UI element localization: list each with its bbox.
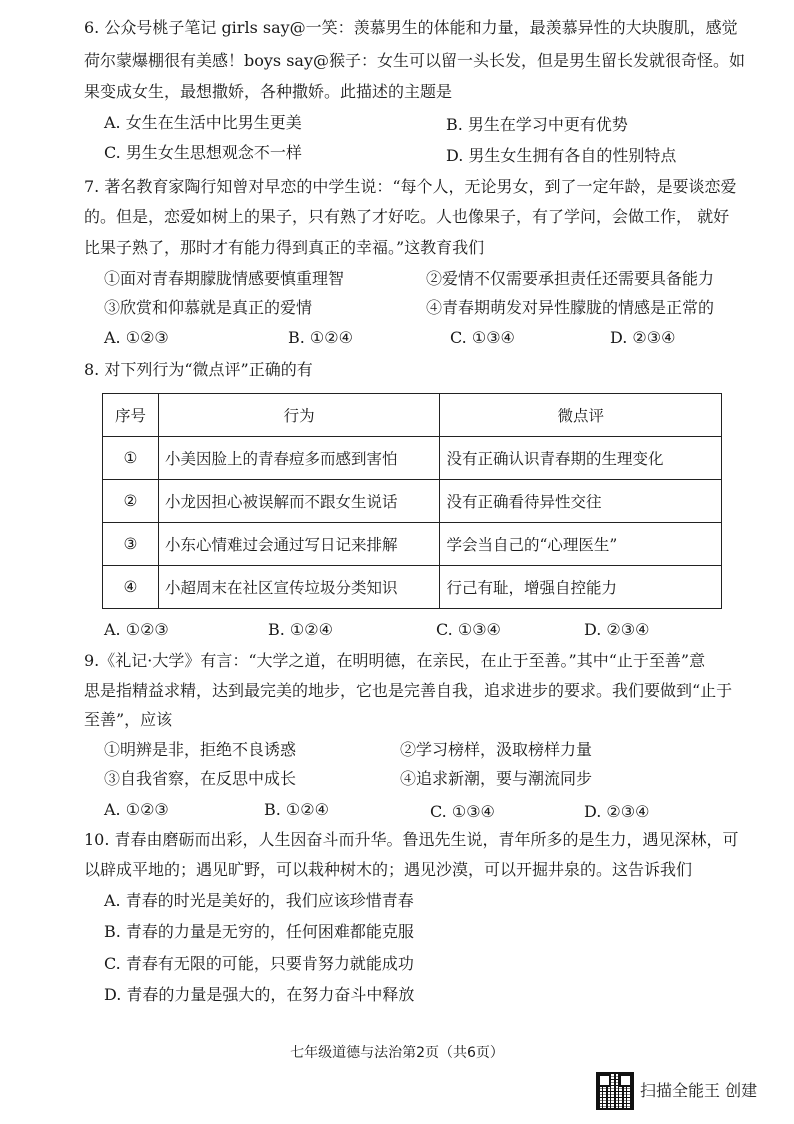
q7-option-c[interactable]: C. ①③④ xyxy=(450,328,515,347)
q7-statement-3: ③欣赏和仰慕就是真正的爱情 xyxy=(104,298,313,317)
q9-statement-1: ①明辨是非，拒绝不良诱惑 xyxy=(104,740,297,759)
q6-option-b[interactable]: B. 男生在学习中更有优势 xyxy=(446,115,628,134)
q6-option-c[interactable]: C. 男生女生思想观念不一样 xyxy=(104,143,302,162)
table-row xyxy=(103,437,722,480)
q10-option-a[interactable]: A. 青春的时光是美好的，我们应该珍惜青春 xyxy=(104,891,414,910)
table-cell-number: ② xyxy=(103,480,159,523)
q8-option-a[interactable]: A. ①②③ xyxy=(104,620,169,639)
q8-option-d[interactable]: D. ②③④ xyxy=(584,620,650,639)
q6-stem-line-1: 6. 公众号桃子笔记 girls say@一笑：羡慕男生的体能和力量，最羡慕异性的大块腹肌，感觉 xyxy=(84,18,738,37)
table-cell-behavior: 小美因脸上的青春痘多而感到害怕 xyxy=(158,437,440,480)
q9-statement-3: ③自我省察，在反思中成长 xyxy=(104,769,297,788)
q6-stem-line-2: 荷尔蒙爆棚很有美感！boys say@猴子：女生可以留一头长发，但是男生留长发就很奇怪。如 xyxy=(84,51,746,70)
table-header-row xyxy=(103,394,722,437)
table-cell-behavior: 小龙因担心被误解而不跟女生说话 xyxy=(158,480,440,523)
table-header-comment: 微点评 xyxy=(440,394,722,437)
q8-comment-table xyxy=(102,393,722,609)
table-row xyxy=(103,523,722,566)
q7-stem-line-1: 7. 著名教育家陶行知曾对早恋的中学生说：“每个人，无论男女，到了一定年龄，是要谈恋爱 xyxy=(84,177,737,196)
table-cell-comment: 没有正确认识青春期的生理变化 xyxy=(440,437,722,480)
table-cell-comment: 行己有耻，增强自控能力 xyxy=(440,566,722,609)
q9-option-d[interactable]: D. ②③④ xyxy=(584,802,650,821)
q6-option-d[interactable]: D. 男生女生拥有各自的性别特点 xyxy=(446,146,677,165)
table-header-behavior: 行为 xyxy=(158,394,440,437)
q7-statement-1: ①面对青春期朦胧情感要慎重理智 xyxy=(104,269,345,288)
q6-stem-line-3: 果变成女生，最想撒娇，各种撒娇。此描述的主题是 xyxy=(84,82,453,101)
table-cell-comment: 没有正确看待异性交往 xyxy=(440,480,722,523)
table-cell-number: ① xyxy=(103,437,159,480)
page-footer: 七年级道德与法治第2页（共6页） xyxy=(290,1045,504,1061)
table-row xyxy=(103,480,722,523)
q7-option-b[interactable]: B. ①②④ xyxy=(288,328,353,347)
table-row xyxy=(103,566,722,609)
q9-stem-line-3: 至善”，应该 xyxy=(84,710,173,729)
table-header-number: 序号 xyxy=(103,394,159,437)
q10-option-c[interactable]: C. 青春有无限的可能，只要肯努力就能成功 xyxy=(104,954,414,973)
table-cell-number: ④ xyxy=(103,566,159,609)
q9-stem-line-1: 9.《礼记·大学》有言：“大学之道，在明明德，在亲民，在止于至善。”其中“止于至善”意 xyxy=(84,651,706,670)
q9-option-b[interactable]: B. ①②④ xyxy=(264,800,329,819)
q7-option-a[interactable]: A. ①②③ xyxy=(104,328,169,347)
q8-stem: 8. 对下列行为“微点评”正确的有 xyxy=(84,360,313,379)
q9-option-c[interactable]: C. ①③④ xyxy=(430,802,495,821)
table-cell-comment: 学会当自己的“心理医生” xyxy=(440,523,722,566)
table-cell-behavior: 小超周末在社区宣传垃圾分类知识 xyxy=(158,566,440,609)
q10-stem-line-1: 10. 青春由磨砺而出彩，人生因奋斗而升华。鲁迅先生说，青年所多的是生力，遇见深林，可 xyxy=(84,830,739,849)
q6-option-a[interactable]: A. 女生在生活中比男生更美 xyxy=(104,113,302,132)
q9-statement-2: ②学习榜样，汲取榜样力量 xyxy=(400,740,593,759)
q10-stem-line-2: 以辟成平地的；遇见旷野，可以栽种树木的；遇见沙漠，可以开掘井泉的。这告诉我们 xyxy=(84,860,693,879)
scanner-watermark: 扫描全能王 创建 xyxy=(640,1081,758,1100)
q8-option-c[interactable]: C. ①③④ xyxy=(436,620,501,639)
q9-option-a[interactable]: A. ①②③ xyxy=(104,800,169,819)
q7-stem-line-2: 的。但是，恋爱如树上的果子，只有熟了才好吃。人也像果子，有了学问，会做工作， 就好 xyxy=(84,207,730,226)
q10-option-d[interactable]: D. 青春的力量是强大的，在努力奋斗中释放 xyxy=(104,985,415,1004)
q9-stem-line-2: 思是指精益求精，达到最完美的地步，它也是完善自我，追求进步的要求。我们要做到“止于 xyxy=(84,681,733,700)
q7-statement-4: ④青春期萌发对异性朦胧的情感是正常的 xyxy=(426,298,715,317)
q7-option-d[interactable]: D. ②③④ xyxy=(610,328,676,347)
table-cell-number: ③ xyxy=(103,523,159,566)
qr-code-icon xyxy=(598,1074,632,1108)
q9-statement-4: ④追求新潮，要与潮流同步 xyxy=(400,769,593,788)
table-cell-behavior: 小东心情难过会通过写日记来排解 xyxy=(158,523,440,566)
q8-option-b[interactable]: B. ①②④ xyxy=(268,620,333,639)
q10-option-b[interactable]: B. 青春的力量是无穷的，任何困难都能克服 xyxy=(104,922,414,941)
q7-statement-2: ②爱情不仅需要承担责任还需要具备能力 xyxy=(426,269,715,288)
q7-stem-line-3: 比果子熟了，那时才有能力得到真正的幸福。”这教育我们 xyxy=(84,238,485,257)
